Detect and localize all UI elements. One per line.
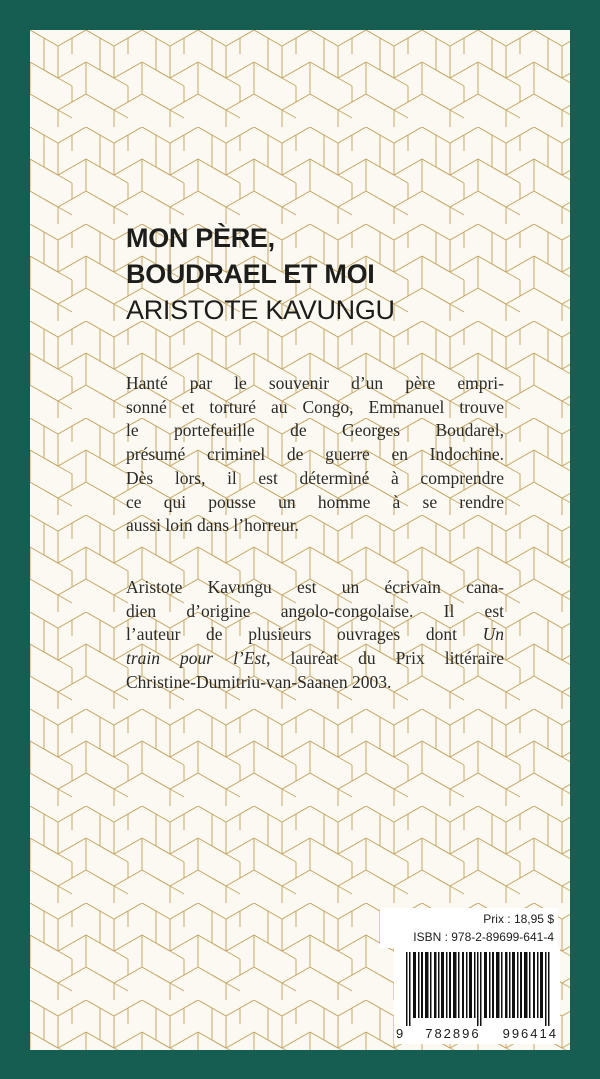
barcode-bars — [406, 952, 552, 1026]
barcode-group-2: 996414 — [502, 1026, 558, 1041]
barcode-group-1: 782896 — [425, 1026, 481, 1041]
author-name: ARISTOTE KAVUNGU — [126, 295, 395, 325]
bio-line: Aristote Kavungu est un écrivain cana- — [126, 577, 504, 597]
synopsis-line: Hanté par le souvenir d’un père empri- — [126, 373, 504, 393]
synopsis-line: sonné et torturé au Congo, Emmanuel trouve — [126, 396, 504, 417]
price: Prix : 18,95 $ — [483, 912, 554, 926]
bio-text: l’auteur de plusieurs ouvrages dont — [126, 624, 483, 645]
bio-text: , lauréat du Prix littéraire — [266, 648, 504, 669]
book-title-italic: train pour l’Est — [126, 648, 267, 669]
geometric-pattern — [30, 30, 570, 1050]
synopsis-paragraph — [126, 372, 504, 538]
barcode-digits — [394, 1026, 560, 1041]
synopsis-line: Dès lors, il est déterminé à comprendre — [126, 467, 504, 488]
bio-line — [126, 647, 504, 671]
synopsis-line: présumé criminel de guerre en Indochine. — [126, 444, 504, 465]
bio-line: dien d’origine angolo-congolaise. Il est — [126, 600, 504, 621]
isbn: ISBN : 978-2-89699-641-4 — [413, 930, 554, 944]
patterned-panel — [30, 30, 570, 1050]
price-isbn-block — [380, 908, 558, 948]
barcode-first-digit: 9 — [396, 1026, 404, 1041]
synopsis-line: ce qui pousse un homme à se rendre — [126, 491, 504, 512]
book-title-italic: Un — [482, 624, 504, 645]
barcode — [394, 948, 560, 1044]
bio-line — [126, 623, 504, 647]
book-title-line-1: MON PÈRE, — [126, 223, 275, 253]
synopsis-line: le portefeuille de Georges Boudarel, — [126, 420, 504, 441]
book-title-line-2: BOUDRAEL ET MOI — [126, 259, 375, 289]
bio-line: Christine-Dumitriu-van-Saanen 2003. — [126, 671, 392, 692]
synopsis-line: aussi loin dans l’horreur. — [126, 515, 300, 536]
title-block — [126, 220, 486, 328]
author-bio-paragraph — [126, 576, 504, 695]
